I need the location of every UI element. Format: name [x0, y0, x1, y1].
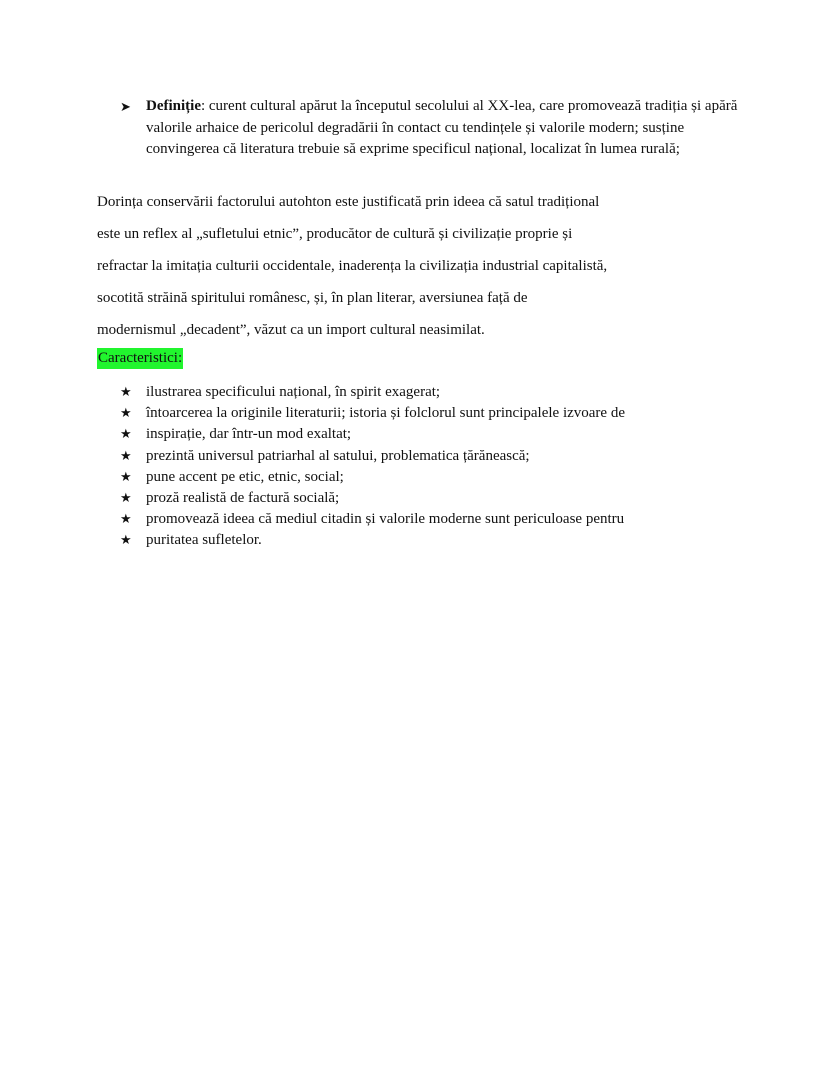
definition-text [146, 96, 740, 161]
list-item-text: puritatea sufletelor. [146, 532, 262, 549]
paragraph-line-4: socotită străină spiritului românesc, și, în plan literar, aversiunea față de [97, 290, 528, 306]
list-item [120, 424, 625, 445]
star-bullet-icon: ★ [120, 533, 132, 549]
list-item [120, 530, 625, 551]
list-item [120, 446, 625, 467]
paragraph-line-3: refractar la imitația culturii occidentale, inaderența la civilizația industrial capitalistă, [97, 258, 608, 274]
paragraph-line-5: modernismul „decadent”, văzut ca un import cultural neasimilat. [97, 322, 485, 338]
definition-body: : curent cultural apărut la începutul secolului al XX-lea, care promovează tradiția și apără valorile arhaice de pericolul degradării în contact cu tendințele și valorile modern; susține convingerea că literatura trebuie să exprime specificul național, localizat în lumea rurală; [146, 98, 738, 157]
paragraph-line-2: este un reflex al „sufletului etnic”, producător de cultură și civilizație proprie și [97, 226, 573, 242]
definition-item [120, 96, 740, 161]
list-item-text: întoarcerea la originile literaturii; istoria și folclorul sunt principalele izvoare de [146, 405, 625, 422]
list-item [120, 509, 625, 530]
list-item-text: prezintă universul patriarhal al satului, problematica țărănească; [146, 447, 530, 464]
list-item-text: promovează ideea că mediul citadin și valorile moderne sunt periculoase pentru [146, 511, 625, 528]
star-bullet-icon: ★ [120, 512, 132, 528]
list-item [120, 488, 625, 509]
arrow-bullet-icon: ➤ [120, 99, 131, 114]
star-bullet-icon: ★ [120, 448, 132, 464]
star-bullet-icon: ★ [120, 385, 132, 401]
list-item [120, 403, 625, 424]
star-bullet-icon: ★ [120, 491, 132, 507]
star-bullet-icon: ★ [120, 427, 132, 443]
list-item [120, 467, 625, 488]
definition-term: Definiție [146, 98, 201, 114]
list-item [120, 382, 625, 403]
list-item-text: proză realistă de factură socială; [146, 490, 340, 507]
characteristics-heading: Caracteristici: [97, 348, 183, 369]
paragraph-line-1: Dorința conservării factorului autohton este justificată prin ideea că satul tradițional [97, 194, 600, 210]
list-item-text: ilustrarea specificului național, în spirit exagerat; [146, 384, 441, 401]
characteristics-list [120, 382, 625, 552]
list-item-text: inspirație, dar într-un mod exaltat; [146, 426, 352, 443]
star-bullet-icon: ★ [120, 469, 132, 485]
list-item-text: pune accent pe etic, etnic, social; [146, 468, 344, 485]
star-bullet-icon: ★ [120, 406, 132, 422]
